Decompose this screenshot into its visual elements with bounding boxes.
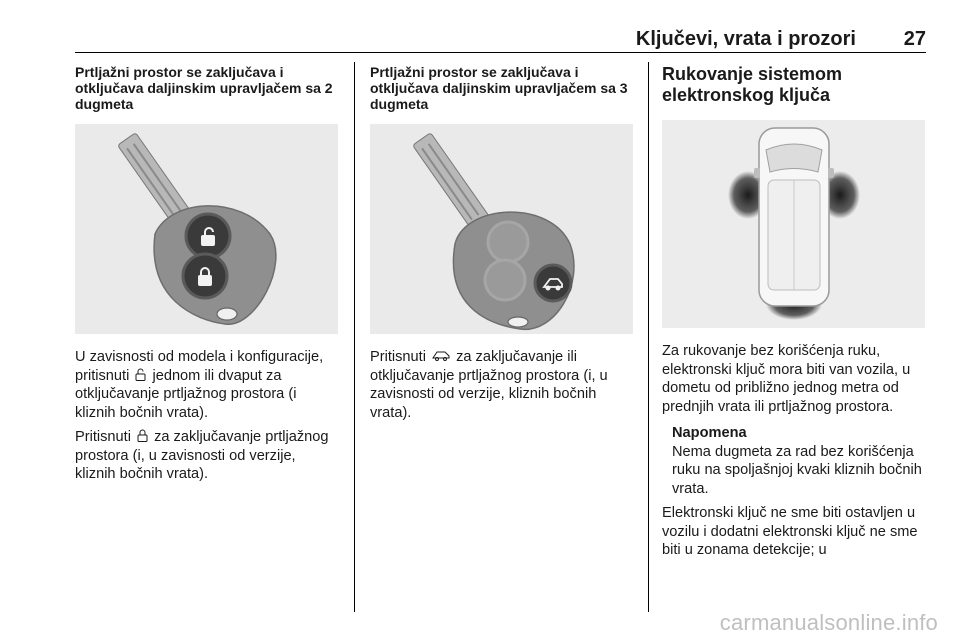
header-rule — [75, 52, 926, 53]
trunk-button — [535, 265, 571, 301]
section-heading-3-button-remote: Prtljažni prostor se zaključava i otključava daljinskim upravljačem sa 3 dugmeta — [370, 64, 628, 112]
van-top-view — [754, 128, 834, 306]
column-divider-1 — [354, 62, 355, 612]
column-2 — [370, 64, 635, 422]
figure-detection-zones — [662, 120, 925, 328]
watermark: carmanualsonline.info — [719, 610, 938, 635]
figure-3-button-remote — [370, 124, 633, 334]
car-trunk-icon — [432, 349, 450, 362]
paragraph-text: za zaključavanje prtljažnog prostora (i, u zavisnosti od verzije, kliznih bočnih vrata). — [75, 429, 329, 482]
paragraph-trunk-instructions — [370, 348, 635, 422]
paragraph-text: U zavisnosti od modela i konfiguracije, pritisnuti — [75, 349, 324, 384]
note-text: Nema dugmeta za rad bez korišćenja ruku na spoljašnjoj kvaki kliznih bočnih vrata. — [672, 443, 922, 497]
column-3 — [662, 64, 927, 560]
figure-2-button-remote — [75, 124, 338, 334]
paragraph-unlock-instructions — [75, 348, 340, 422]
note-title: Napomena — [672, 425, 747, 441]
page-header — [75, 28, 926, 52]
remote-key-2-buttons-illustration — [75, 124, 338, 334]
column-1 — [75, 64, 340, 484]
column-divider-2 — [648, 62, 649, 612]
page-number: 27 — [903, 28, 926, 50]
section-heading-2-button-remote: Prtljažni prostor se zaključava i otključava daljinskim upravljačem sa 2 dugmeta — [75, 64, 333, 112]
padlock-open-icon — [135, 368, 146, 381]
note-block — [672, 424, 927, 498]
paragraph-text: Pritisnuti — [75, 429, 131, 445]
paragraph-handsfree-range: Za rukovanje bez korišćenja ruku, elektronski ključ mora biti van vozila, u dometu od približno jednog metra od prednjih vrata ili prtljažnog prostora. — [662, 343, 911, 415]
vehicle-detection-zones-illustration — [662, 120, 925, 328]
paragraph-text: jednom ili dvaput za otključavanje prtljažnog prostora (i kliznih bočnih vrata). — [75, 367, 297, 421]
paragraph-text: za zaključavanje ili otključavanje prtljažnog prostora (i, u zavisnosti od verzije, kliznih bočnih vrata). — [370, 349, 608, 421]
paragraph-key-warning: Elektronski ključ ne sme biti ostavljen u vozilu i dodatni elektronski ključ ne sme biti u zonama detekcije; u — [662, 505, 918, 558]
remote-key-3-buttons-illustration — [370, 124, 633, 334]
paragraph-lock-instructions — [75, 428, 340, 484]
header-title: Ključevi, vrata i prozori — [635, 28, 856, 50]
section-heading-electronic-key: Rukovanje sistemom elektronskog ključa — [662, 64, 843, 105]
paragraph-text: Pritisnuti — [370, 349, 426, 365]
padlock-closed-icon — [137, 429, 148, 442]
